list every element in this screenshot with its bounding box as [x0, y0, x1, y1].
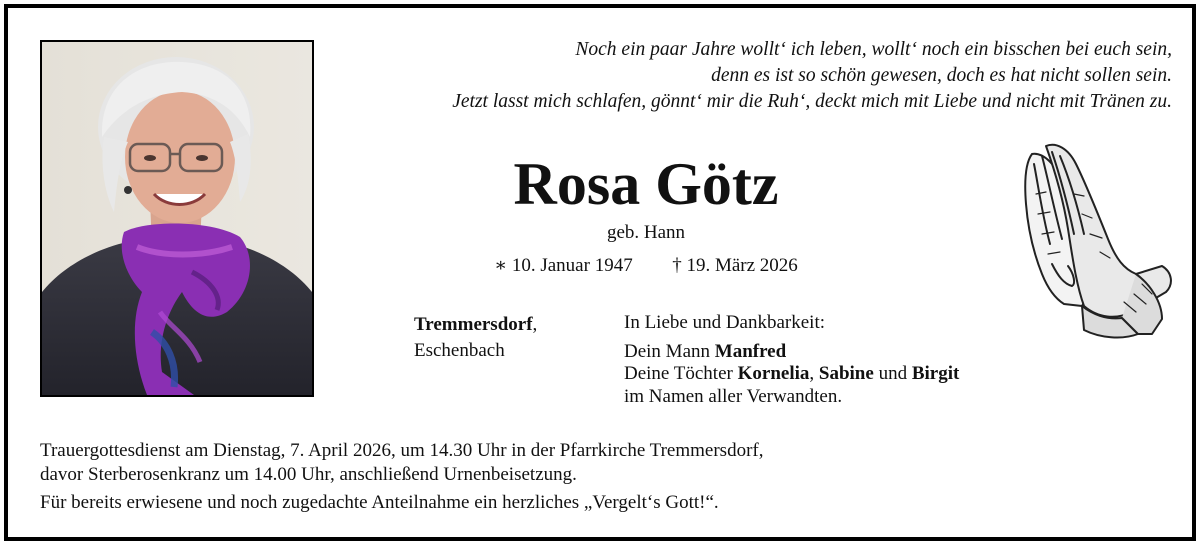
service-line: davor Sterberosenkranz um 14.00 Uhr, anschließend Urnenbeisetzung.	[40, 464, 577, 485]
service-line: Trauergottesdienst am Dienstag, 7. April 2026, um 14.30 Uhr in der Pfarrkirche Tremmersdorf,	[40, 440, 764, 461]
birth-symbol: ∗	[494, 255, 508, 276]
maiden-name: geb. Hann	[606, 222, 686, 243]
husband-name: Manfred	[714, 340, 787, 362]
deceased-name: Rosa Götz	[513, 151, 779, 217]
poem-line: Jetzt lasst mich schlafen, gönnt‘ mir die Ruh‘, deckt mich mit Liebe und nicht mit Tränen zu.	[452, 91, 1172, 112]
daughter-name: Birgit	[911, 363, 960, 384]
separator: und	[873, 363, 912, 384]
daughters-prefix: Deine Töchter	[624, 363, 738, 384]
residence	[414, 312, 537, 364]
bereaved-intro: In Liebe und Dankbarkeit:	[624, 312, 826, 333]
poem-line: denn es ist so schön gewesen, doch es hat nicht sollen sein.	[711, 65, 1172, 86]
bereaved-family	[624, 312, 959, 408]
residence-line: Eschenbach	[414, 340, 505, 361]
obituary-notice	[4, 4, 1196, 541]
memorial-poem	[272, 37, 1172, 115]
husband-prefix: Dein Mann	[624, 340, 715, 362]
bereaved-daughters-line	[624, 363, 959, 386]
separator: ,	[809, 363, 819, 384]
death-symbol: †	[672, 255, 682, 276]
poem-line: Noch ein paar Jahre wollt‘ ich leben, wollt‘ noch ein bisschen bei euch sein,	[575, 39, 1172, 60]
thanks-line: Für bereits erwiesene und noch zugedachte Anteilnahme ein herzliches „Vergelt‘s Gott!“.	[40, 492, 719, 513]
daughter-name: Kornelia	[737, 363, 810, 384]
residence-town: Tremmersdorf	[414, 314, 533, 335]
death-date: 19. März 2026	[686, 255, 798, 276]
funeral-service-info	[40, 439, 763, 515]
residence-comma: ,	[532, 314, 538, 335]
bereaved-closing: im Namen aller Verwandten.	[624, 385, 843, 407]
life-dates	[366, 254, 926, 278]
birth-date: 10. Januar 1947	[511, 255, 633, 276]
praying-hands-icon	[1012, 134, 1182, 344]
daughter-name: Sabine	[818, 363, 874, 384]
bereaved-husband-line	[624, 341, 959, 364]
residence-line	[414, 312, 537, 338]
